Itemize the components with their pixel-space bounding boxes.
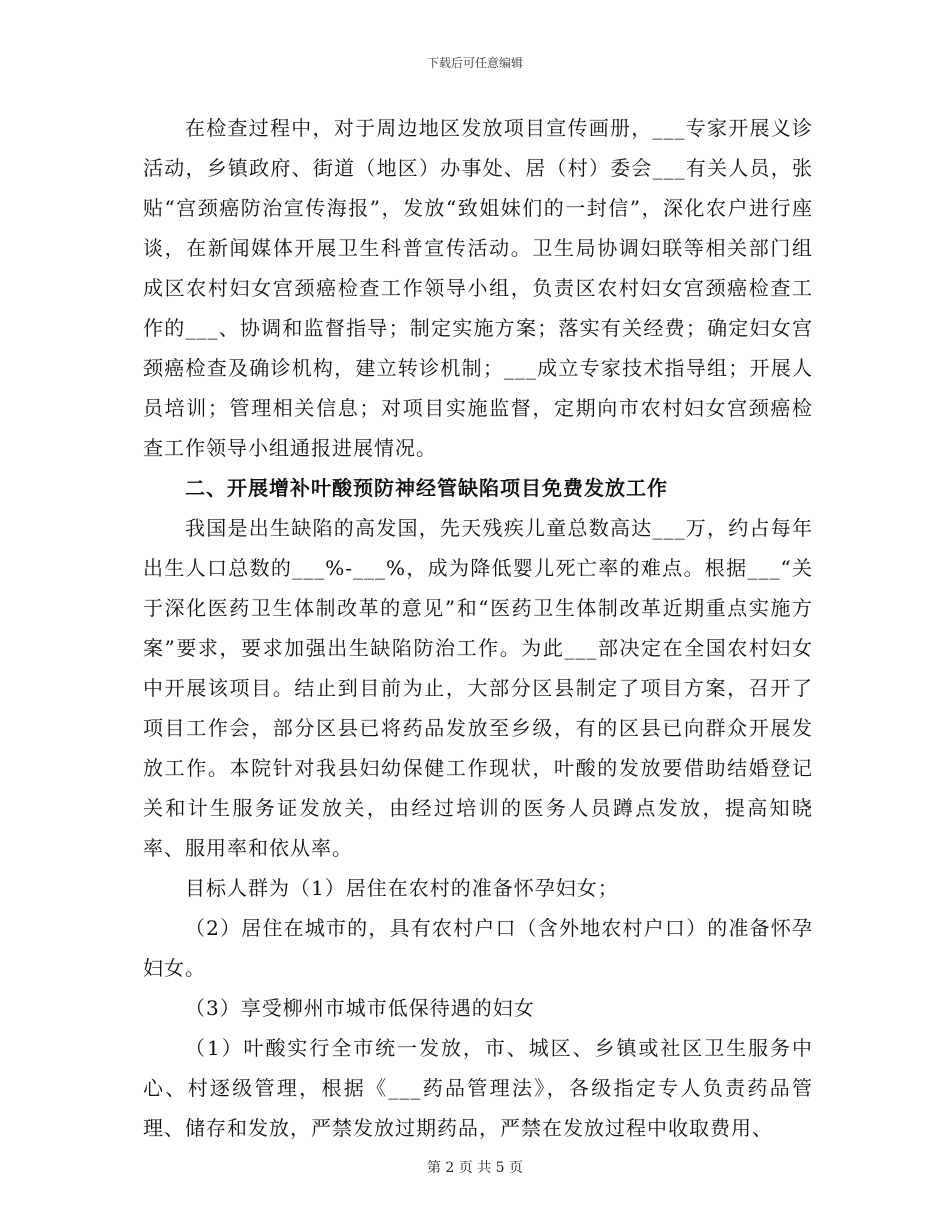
paragraph-birth-defects: 我国是出生缺陷的高发国，先天残疾儿童总数高达___万，约占每年出生人口总数的___%-___%，成为降低婴儿死亡率的难点。根据___“关于深化医药卫生体制改革的意见”和“医药卫生体制改革近期重点实施方案”要求，要求加强出生缺陷防治工作。为此___部决定在全国农村妇女中开展该项目。结止到目前为止，大部分区县制定了项目方案，召开了项目工作会，部分区县已将药品发放至乡级，有的区县已向群众开展发放工作。本院针对我县妇幼保健工作现状，叶酸的发放要借助结婚登记关和计生服务证发放关，由经过培训的医务人员蹲点发放，提高知晓率、服用率和依从率。 — [143, 516, 813, 860]
paragraph-target-group: 目标人群为（1）居住在农村的准备怀孕妇女； — [185, 876, 619, 900]
paragraph-distribution-rule: （1）叶酸实行全市统一发放，市、城区、乡镇或社区卫生服务中心、村逐级管理，根据《___药品管理法》，各级指定专人负责药品管理、储存和发放，严禁发放过期药品，严禁在发放过程中收取费用、 — [143, 1036, 813, 1140]
paragraph-target-group-3: （3）享受柳州市城市低保待遇的妇女 — [185, 996, 535, 1020]
document-body — [143, 108, 813, 1148]
section-heading-folic-acid: 二、开展增补叶酸预防神经管缺陷项目免费发放工作 — [185, 476, 668, 500]
paragraph-cervical-screening: 在检查过程中，对于周边地区发放项目宣传画册，___专家开展义诊活动，乡镇政府、街道（地区）办事处、居（村）委会___有关人员，张贴“宫颈癌防治宣传海报”，发放“致姐妹们的一封信”，深化农户进行座谈，在新闻媒体开展卫生科普宣传活动。卫生局协调妇联等相关部门组成区农村妇女宫颈癌检查工作领导小组，负责区农村妇女宫颈癌检查工作的___、协调和监督指导；制定实施方案；落实有关经费；确定妇女宫颈癌检查及确诊机构，建立转诊机制；___成立专家技术指导组；开展人员培训；管理相关信息；对项目实施监督，定期向市农村妇女宫颈癌检查工作领导小组通报进展情况。 — [143, 116, 813, 460]
page-header: 下载后可任意编辑 — [426, 56, 523, 70]
paragraph-target-group-2: （2）居住在城市的，具有农村户口（含外地农村户口）的准备怀孕妇女。 — [143, 916, 813, 980]
page-footer: 第 2 页 共 5 页 — [426, 1160, 524, 1176]
